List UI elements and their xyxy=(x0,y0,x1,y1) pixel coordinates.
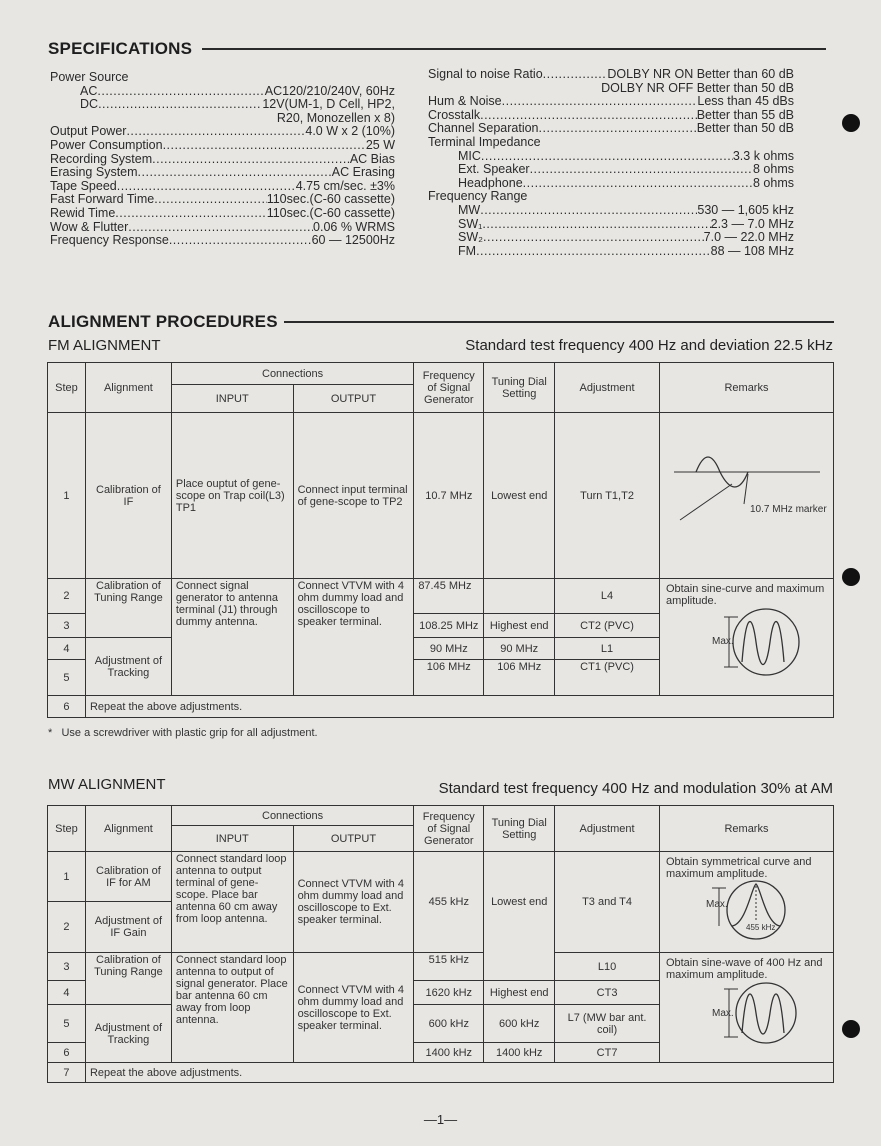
dial-cell: Highest end xyxy=(484,614,555,638)
table-row xyxy=(48,413,834,579)
header-tuning-dial: Tuning Dial Setting xyxy=(484,806,555,852)
spec-value: 110sec.(C-60 cassette) xyxy=(266,205,395,220)
leader-dots xyxy=(115,207,266,221)
header-connections: Connections xyxy=(171,363,413,385)
leader-dots xyxy=(152,153,350,167)
header-frequency: Frequency of Signal Generator xyxy=(414,363,484,413)
alignment-cell: Calibration of IF xyxy=(85,413,171,579)
input-cell: Connect signal generator to antenna terminal (J1) through dummy antenna. xyxy=(171,579,293,696)
spec-label: Signal to noise Ratio xyxy=(428,67,543,81)
marker-label: 10.7 MHz marker xyxy=(749,504,827,515)
spec-label: Output Power xyxy=(50,124,127,139)
header-connections: Connections xyxy=(171,806,413,826)
adjustment-cell: Turn T1,T2 xyxy=(555,413,660,579)
frequency-cell: 515 kHz xyxy=(414,953,484,981)
repeat-cell: Repeat the above adjustments. xyxy=(85,696,833,718)
step-cell: 6 xyxy=(48,696,86,718)
max-label: Max. xyxy=(711,636,734,647)
header-step: Step xyxy=(48,806,86,852)
table-row xyxy=(48,1063,834,1083)
spec-value: DOLBY NR OFF Better than 50 dB xyxy=(601,80,794,95)
leader-dots xyxy=(98,98,262,112)
step-cell: 1 xyxy=(48,852,86,902)
alignment-cell: Calibration of Tuning Range xyxy=(85,579,171,638)
leader-dots xyxy=(530,163,753,177)
frequency-cell: 90 MHz xyxy=(414,638,484,660)
step-cell: 3 xyxy=(48,953,86,981)
spec-label: Hum & Noise xyxy=(428,94,502,109)
spec-row xyxy=(50,234,395,248)
sine-max-diagram xyxy=(666,607,826,677)
title-rule xyxy=(202,48,826,50)
mw-standard: Standard test frequency 400 Hz and modulation 30% at AM xyxy=(438,780,833,797)
step-cell: 1 xyxy=(48,413,86,579)
spec-label: Power Source xyxy=(50,70,129,84)
spec-value: AC Erasing xyxy=(331,165,395,180)
spec-row xyxy=(428,190,794,204)
spec-label: Erasing System xyxy=(50,165,138,180)
spec-row xyxy=(428,163,794,177)
leader-dots xyxy=(154,193,267,207)
spec-row xyxy=(50,125,395,139)
spec-label: MIC xyxy=(458,148,481,163)
fm-title: FM ALIGNMENT xyxy=(48,337,161,354)
header-input: INPUT xyxy=(171,826,293,852)
marker-curve-diagram xyxy=(660,444,832,544)
frequency-cell: 108.25 MHz xyxy=(414,614,484,638)
spec-value: AC120/210/240V, 60Hz xyxy=(264,83,395,98)
spec-row xyxy=(428,245,794,259)
spec-label: Channel Separation xyxy=(428,121,539,136)
frequency-cell: 106 MHz xyxy=(414,660,484,696)
adjustment-cell: L4 xyxy=(555,579,660,614)
header-alignment: Alignment xyxy=(85,806,171,852)
spec-row xyxy=(428,177,794,191)
mw-title: MW ALIGNMENT xyxy=(48,776,166,793)
spec-value: 0.06 % WRMS xyxy=(313,219,395,234)
spec-value: 60 — 12500Hz xyxy=(311,233,395,248)
alignment-cell: Calibration of IF for AM xyxy=(85,852,171,902)
remarks-cell xyxy=(659,953,833,1063)
header-adjustment: Adjustment xyxy=(555,363,660,413)
adjustment-cell: L1 xyxy=(555,638,660,660)
remarks-cell xyxy=(659,579,833,696)
leader-dots xyxy=(482,218,710,232)
spec-row xyxy=(50,112,395,126)
spec-row xyxy=(50,85,395,99)
page-number: —1— xyxy=(423,1112,458,1127)
leader-dots xyxy=(169,234,312,248)
spec-value: 110sec.(C-60 cassette) xyxy=(266,192,395,207)
frequency-cell: 1620 kHz xyxy=(414,981,484,1005)
spec-value: DOLBY NR ON Better than 60 dB xyxy=(607,67,794,81)
spec-row xyxy=(50,71,395,85)
spec-value: 8 ohms xyxy=(753,162,794,177)
spec-label: DC xyxy=(80,97,99,112)
spec-label: Frequency Range xyxy=(428,189,528,204)
spec-row xyxy=(428,95,794,109)
remarks-cell xyxy=(659,852,833,953)
spec-value: 3.3 k ohms xyxy=(732,148,794,163)
spec-label: Crosstalk xyxy=(428,107,481,122)
leader-dots xyxy=(481,150,733,164)
spec-label: FM xyxy=(458,243,477,258)
input-cell: Place ouptut of gene-scope on Trap coil(L3) TP1 xyxy=(171,413,293,579)
dial-cell: 106 MHz xyxy=(484,660,555,696)
input-cell: Connect standard loop antenna to output of signal generator. Place bar antenna 60 cm away from loop antenna. xyxy=(171,953,293,1063)
spec-row xyxy=(428,150,794,164)
alignment-cell: Adjustment of Tracking xyxy=(85,638,171,696)
adjustment-cell: L7 (MW bar ant. coil) xyxy=(555,1005,660,1043)
alignment-cell: Adjustment of IF Gain xyxy=(85,902,171,953)
spec-label: Power Consumption xyxy=(50,137,163,152)
title-rule xyxy=(284,321,834,323)
sine-max-diagram xyxy=(666,981,826,1045)
leader-dots xyxy=(126,125,305,139)
frequency-cell: 455 kHz xyxy=(414,852,484,953)
input-cell: Connect standard loop antenna to output terminal of gene-scope. Place bar antenna 60 cm away from loop antenna. xyxy=(171,852,293,953)
remark-text: Obtain sine-wave of 400 Hz and maximum amplitude. xyxy=(665,957,823,981)
adjustment-cell: CT3 xyxy=(555,981,660,1005)
dial-cell: Lowest end xyxy=(484,852,555,981)
remark-text: Obtain sine-curve and maximum amplitude. xyxy=(665,583,825,607)
spec-value: 25 W xyxy=(365,137,395,152)
spec-row xyxy=(428,68,794,82)
spec-list-right xyxy=(428,68,794,258)
output-cell: Connect VTVM with 4 ohm dummy load and oscilloscope to Ext. speaker terminal. xyxy=(293,852,414,953)
spec-value: 88 — 108 MHz xyxy=(710,243,794,258)
spec-label: MW xyxy=(458,202,481,217)
symmetric-curve-diagram xyxy=(666,880,826,942)
spec-label: Wow & Flutter xyxy=(50,219,129,234)
spec-value: 530 — 1,605 kHz xyxy=(697,202,794,217)
punch-hole xyxy=(842,568,860,586)
frequency-cell: 1400 kHz xyxy=(414,1043,484,1063)
adjustment-cell: CT2 (PVC) xyxy=(555,614,660,638)
spec-label: Recording System xyxy=(50,151,153,166)
spec-value: AC Bias xyxy=(349,151,395,166)
header-remarks: Remarks xyxy=(659,363,833,413)
spec-value: Better than 50 dB xyxy=(696,121,794,136)
fm-table xyxy=(47,362,834,718)
mw-table xyxy=(47,805,834,1083)
repeat-cell: Repeat the above adjustments. xyxy=(85,1063,833,1083)
spec-row xyxy=(50,166,395,180)
output-cell: Connect VTVM with 4 ohm dummy load and oscilloscope to speaker terminal. xyxy=(293,579,414,696)
alignment-title: ALIGNMENT PROCEDURES xyxy=(48,312,278,331)
step-cell: 3 xyxy=(48,614,86,638)
leader-dots xyxy=(476,245,711,259)
leader-dots xyxy=(523,177,753,191)
frequency-cell: 10.7 MHz xyxy=(414,413,484,579)
spec-row xyxy=(50,221,395,235)
spec-row xyxy=(428,231,794,245)
header-tuning-dial: Tuning Dial Setting xyxy=(484,363,555,413)
adjustment-cell: CT1 (PVC) xyxy=(555,660,660,696)
spec-row xyxy=(50,207,395,221)
alignment-cell: Adjustment of Tracking xyxy=(85,1005,171,1063)
leader-dots xyxy=(138,166,332,180)
spec-row xyxy=(428,204,794,218)
spec-label: Rewid Time xyxy=(50,205,116,220)
frequency-cell: 87.45 MHz xyxy=(414,579,484,614)
spec-value: 12V(UM-1, D Cell, HP2, xyxy=(262,97,395,112)
punch-hole xyxy=(842,114,860,132)
spec-label: Terminal Impedance xyxy=(428,134,541,149)
leader-dots xyxy=(128,221,313,235)
spec-value: 4.75 cm/sec. ±3% xyxy=(295,178,395,193)
spec-value: Less than 45 dBs xyxy=(697,94,794,109)
table-row xyxy=(48,953,834,981)
dial-cell: 1400 kHz xyxy=(484,1043,555,1063)
remark-text: Obtain symmetrical curve and maximum amplitude. xyxy=(665,856,812,880)
fm-standard: Standard test frequency 400 Hz and deviation 22.5 kHz xyxy=(465,337,833,354)
specifications-title: SPECIFICATIONS xyxy=(48,39,193,58)
leader-dots xyxy=(543,68,608,82)
header-output: OUTPUT xyxy=(293,826,414,852)
spec-row xyxy=(428,218,794,232)
step-cell: 6 xyxy=(48,1043,86,1063)
step-cell: 7 xyxy=(48,1063,86,1083)
dial-cell: 600 kHz xyxy=(484,1005,555,1043)
output-cell: Connect VTVM with 4 ohm dummy load and oscilloscope to Ext. speaker terminal. xyxy=(293,953,414,1063)
spec-row xyxy=(50,153,395,167)
peak-label: 455 kHz xyxy=(745,923,776,932)
spec-value: 2.3 — 7.0 MHz xyxy=(710,216,794,231)
spec-label: Tape Speed xyxy=(50,178,117,193)
header-adjustment: Adjustment xyxy=(555,806,660,852)
spec-row xyxy=(428,82,794,96)
spec-label: SW₂ xyxy=(458,230,483,245)
spec-label: SW₁ xyxy=(458,216,483,231)
spec-row xyxy=(50,98,395,112)
header-remarks: Remarks xyxy=(659,806,833,852)
max-label: Max. xyxy=(711,1008,734,1019)
spec-value: 7.0 — 22.0 MHz xyxy=(703,230,794,245)
step-cell: 5 xyxy=(48,1005,86,1043)
dial-cell: Highest end xyxy=(484,981,555,1005)
table-row xyxy=(48,579,834,614)
header-input: INPUT xyxy=(171,385,293,413)
spec-label: Frequency Response xyxy=(50,233,169,248)
spec-label: Headphone xyxy=(458,175,523,190)
header-alignment: Alignment xyxy=(85,363,171,413)
alignment-cell: Calibration of Tuning Range xyxy=(85,953,171,1005)
leader-dots xyxy=(480,109,697,123)
header-output: OUTPUT xyxy=(293,385,414,413)
output-cell: Connect input terminal of gene-scope to TP2 xyxy=(293,413,414,579)
table-row xyxy=(48,696,834,718)
punch-hole xyxy=(842,1020,860,1038)
adjustment-cell: T3 and T4 xyxy=(555,852,660,953)
spec-row xyxy=(50,193,395,207)
spec-row xyxy=(428,136,794,150)
leader-dots xyxy=(117,180,296,194)
spec-list-left xyxy=(50,71,395,248)
leader-dots xyxy=(539,122,697,136)
spec-value: 4.0 W x 2 (10%) xyxy=(305,124,395,139)
remarks-cell xyxy=(659,413,833,579)
spec-value: Better than 55 dB xyxy=(696,107,794,122)
adjustment-cell: CT7 xyxy=(555,1043,660,1063)
spec-row xyxy=(50,180,395,194)
spec-row xyxy=(428,122,794,136)
spec-value: 8 ohms xyxy=(753,175,794,190)
dial-cell xyxy=(484,579,555,614)
dial-cell: Lowest end xyxy=(484,413,555,579)
spec-value: R20, Monozellen x 8) xyxy=(276,110,395,125)
spec-row xyxy=(50,139,395,153)
fm-note: * Use a screwdriver with plastic grip for all adjustment. xyxy=(48,727,318,739)
leader-dots xyxy=(480,204,697,218)
step-cell: 2 xyxy=(48,902,86,953)
leader-dots xyxy=(97,85,264,99)
step-cell: 5 xyxy=(48,660,86,696)
dial-cell: 90 MHz xyxy=(484,638,555,660)
step-cell: 4 xyxy=(48,981,86,1005)
frequency-cell: 600 kHz xyxy=(414,1005,484,1043)
leader-dots xyxy=(502,95,698,109)
adjustment-cell: L10 xyxy=(555,953,660,981)
leader-dots xyxy=(163,139,366,153)
spec-label: Ext. Speaker xyxy=(458,162,530,177)
spec-label: AC xyxy=(80,83,98,98)
table-row xyxy=(48,852,834,902)
header-frequency: Frequency of Signal Generator xyxy=(414,806,484,852)
header-step: Step xyxy=(48,363,86,413)
spec-label: Fast Forward Time xyxy=(50,192,155,207)
leader-dots xyxy=(483,231,704,245)
step-cell: 2 xyxy=(48,579,86,614)
step-cell: 4 xyxy=(48,638,86,660)
max-label: Max. xyxy=(705,899,728,910)
spec-row xyxy=(428,109,794,123)
